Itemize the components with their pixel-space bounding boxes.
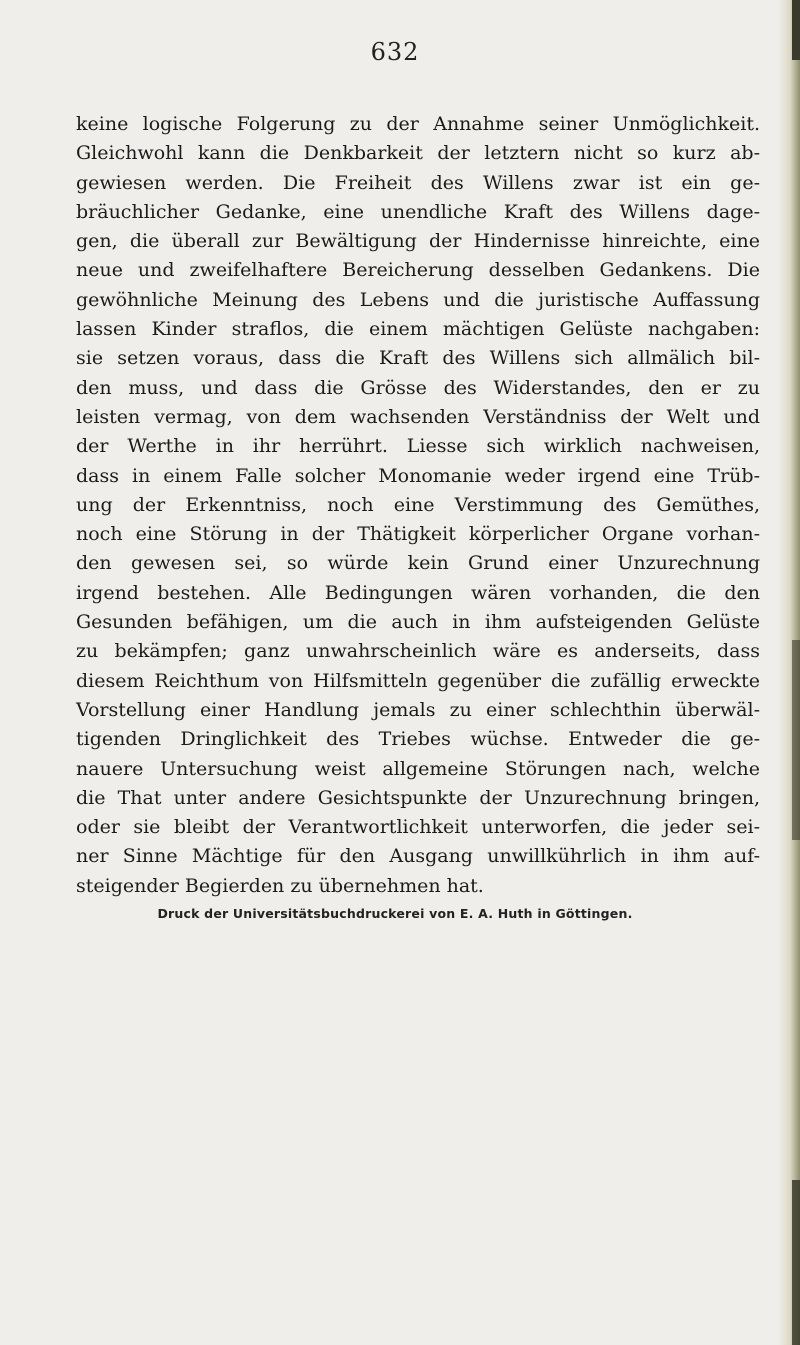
text-line: lassen Kinder straflos, die einem mächtigen Gelüste nachgaben:	[76, 318, 760, 341]
text-line: Gleichwohl kann die Denkbarkeit der letztern nicht so kurz ab-	[76, 142, 760, 165]
text-line: gen, die überall zur Bewältigung der Hindernisse hinreichte, eine	[76, 230, 760, 253]
text-line: tigenden Dringlichkeit des Triebes wüchse. Entweder die ge-	[76, 728, 760, 751]
text-line: keine logische Folgerung zu der Annahme seiner Unmöglichkeit.	[76, 113, 760, 135]
text-line: den muss, und dass die Grösse des Widerstandes, den er zu	[76, 376, 760, 399]
text-line: ner Sinne Mächtige für den Ausgang unwillkührlich in ihm auf-	[76, 845, 760, 868]
text-line: gewöhnliche Meinung des Lebens und die juristische Auffassung	[76, 288, 760, 311]
text-line: den gewesen sei, so würde kein Grund einer Unzurechnung	[76, 552, 760, 575]
text-line: nauere Untersuchung weist allgemeine Störungen nach, welche	[76, 757, 760, 780]
text-line: oder sie bleibt der Verantwortlichkeit unterworfen, die jeder sei-	[76, 816, 760, 839]
text-line: bräuchlicher Gedanke, eine unendliche Kraft des Willens dage-	[76, 200, 760, 223]
text-line: Gesunden befähigen, um die auch in ihm aufsteigenden Gelüste	[76, 611, 760, 634]
text-line: irgend bestehen. Alle Bedingungen wären vorhanden, die den	[76, 581, 760, 604]
text-line: noch eine Störung in der Thätigkeit körperlicher Organe vorhan-	[76, 523, 760, 546]
body-text	[76, 110, 760, 901]
text-line: leisten vermag, von dem wachsenden Verständniss der Welt und	[76, 405, 760, 428]
text-line: ung der Erkenntniss, noch eine Verstimmung des Gemüthes,	[76, 493, 760, 516]
text-line: gewiesen werden. Die Freiheit des Willens zwar ist ein ge-	[76, 171, 760, 194]
text-line: neue und zweifelhaftere Bereicherung desselben Gedankens. Die	[76, 259, 760, 282]
text-line: die That unter andere Gesichtspunkte der Unzurechnung bringen,	[76, 786, 760, 809]
text-line: zu bekämpfen; ganz unwahrscheinlich wäre es anderseits, dass	[76, 640, 760, 663]
page-edge-dark-top	[792, 0, 800, 60]
text-line: Vorstellung einer Handlung jemals zu einer schlechthin überwäl-	[76, 698, 760, 721]
printer-imprint: Druck der Universitätsbuchdruckerei von E. A. Huth in Göttingen.	[157, 906, 633, 921]
page-number: 632	[370, 38, 420, 66]
text-line: diesem Reichthum von Hilfsmitteln gegenüber die zufällig erweckte	[76, 669, 760, 692]
text-line: der Werthe in ihr herrührt. Liesse sich wirklich nachweisen,	[76, 435, 760, 458]
text-line: steigender Begierden zu übernehmen hat.	[76, 874, 484, 897]
page-edge-dark-bottom	[792, 1180, 800, 1345]
text-line: dass in einem Falle solcher Monomanie weder irgend eine Trüb-	[76, 464, 760, 487]
text-line: sie setzen voraus, dass die Kraft des Willens sich allmälich bil-	[76, 347, 760, 370]
page-edge-dark-mid	[792, 640, 800, 840]
